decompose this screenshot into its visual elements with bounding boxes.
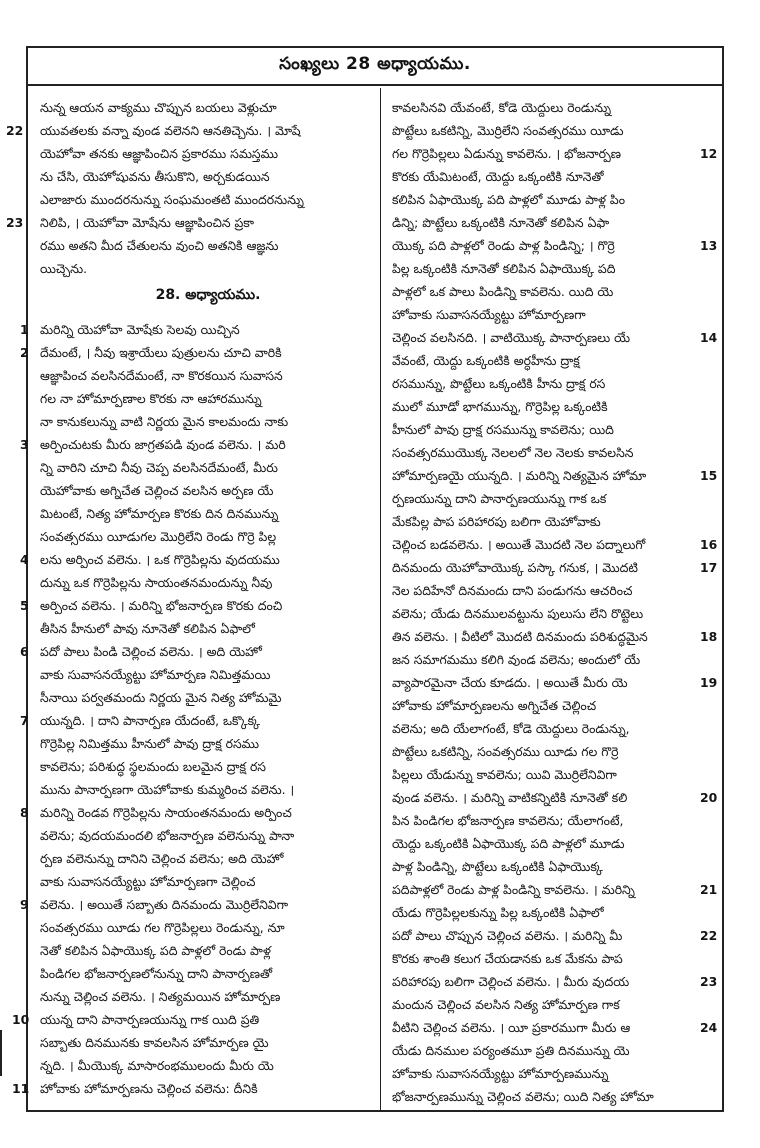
text-line: సబ్బాతు దినమునకు కావలసిన హోమార్పణ యై: [40, 1035, 269, 1050]
text-line: కావలసినవి యేవంటే, కోడె యెద్దులు రెండున్ను: [392, 100, 612, 115]
text-line: న్ని వారిని చూచి నీవు చెప్ప వలసినదేమంటే, మీరు: [40, 460, 278, 475]
text-line: గల గొర్రెపిల్లలు ఏడున్ను కావలెను. । భోజనార్పణ: [392, 146, 622, 161]
text-line: గల నా హోమార్పణాల కొరకు నా ఆహారమున్ను: [40, 391, 262, 406]
verse-number: 10: [12, 1012, 30, 1027]
text-line: పిల్ల ఒక్కంటికి నూనెతో కలిపిన ఏఫాయొక్క పది: [392, 261, 616, 276]
page-header: [26, 46, 724, 86]
text-line: నెల పదిహేనో దినమందు దాని పండుగను ఆచరించ: [392, 583, 633, 598]
text-line: మిటంటే, నిత్య హోమార్పణ కొరకు దిన దినమున్ను: [40, 506, 279, 521]
text-line: ఎలాజారు ముందరనున్ను సంఘమంతటి ముందరనున్ను: [40, 192, 304, 207]
verse-number: 22: [6, 123, 24, 138]
text-line: యెహోవా తనకు ఆజ్ఞాపించిన ప్రకారము సమస్తము: [40, 146, 279, 161]
text-line: తిన వలెను. । వీటిలో మొదటి దినమందు పరిశుద్ధమైన: [392, 629, 648, 644]
verse-number: 23: [700, 974, 718, 989]
verse-number: 24: [700, 1020, 718, 1035]
text-line: కొరకు యేమిటంటే, యెద్దు ఒక్కంటికి నూనెతో: [392, 169, 604, 184]
text-line: ను చేసి, యెహోషువను తీసుకొని, అర్చకుడయిన: [40, 169, 270, 184]
text-line: యేడు గొర్రెపిల్లలకున్ను పిల్ల ఒక్కంటికి ఏఫాలో: [392, 905, 604, 920]
text-line: దేమంటే, । నీవు ఇశ్రాయేలు పుత్రులను చూచి వారికి: [40, 345, 282, 360]
text-line: నిలిపి, । యెహోవా మోషేను ఆజ్ఞాపించిన ప్రకా: [40, 215, 255, 230]
text-line: యిచ్చెను.: [40, 261, 88, 276]
margin-mark: [0, 1030, 2, 1076]
text-line: పొట్టేలు ఒకటిన్ని, మొర్రిలేని సంవత్సరము యీడు: [392, 123, 624, 138]
text-line: నా కానుకలున్ను వాటి నిర్ణయ మైన కాలమందు నాకు: [40, 414, 289, 429]
text-line: కలిపిన ఏఫాయొక్క పది పాళ్లలో మూడు పాళ్ల పిం: [392, 192, 625, 207]
verse-number: 8: [20, 805, 29, 820]
verse-number: 16: [700, 537, 718, 552]
text-line: వలెను. । అయితే సబ్బాతు దినమందు మొర్రిలేనివిగా: [40, 897, 289, 912]
text-line: చెల్లించ వలసినది. । వాటియొక్క పానార్పణలు యే: [392, 330, 631, 345]
text-line: యువతలకు వన్నా వుండ వలెనని ఆనతిచ్చెను. । మోషే: [40, 123, 301, 138]
verse-number: 21: [700, 882, 718, 897]
text-line: రసమున్ను, పొట్టేలు ఒక్కంటికి హీను ద్రాక్ష రస: [392, 376, 606, 391]
text-line: పాళ్లలో ఒక పాలు పిండిన్ని కావలెను. యిది యె: [392, 284, 614, 299]
text-line: మరిన్ని రెండవ గొర్రెపిల్లను సాయంతనమందు అర్పించ: [40, 805, 292, 820]
text-line: సంవత్సరముయొక్క నెలలలో నెల నెలకు కావలసిన: [392, 445, 634, 460]
column-divider: [380, 88, 381, 1112]
verse-number: 15: [700, 468, 718, 483]
text-line: తీసిన హీనులో పావు నూనెతో కలిపిన ఏఫాలో: [40, 621, 255, 636]
text-line: యున్న దాని పానార్పణయున్ను గాక యిది ప్రతి: [40, 1012, 260, 1027]
text-line: గొర్రెపిల్ల నిమిత్తము హీనులో పావు ద్రాక్ష రసము: [40, 736, 260, 751]
text-line: పాళ్ల పిండిన్ని, పొట్టేలు ఒక్కంటికి ఏఫాయొక్క: [392, 859, 603, 874]
text-line: వలెను; యేడు దినములవట్టును పులుసు లేని రొట్టెలు: [392, 606, 644, 621]
text-line: అర్పించ వలెను. । మరిన్ని భోజనార్పణ కొరకు దంచి: [40, 598, 283, 613]
verse-number: 6: [20, 644, 29, 659]
text-line: మేకపిల్ల పాప పరిహారపు బలిగా యెహోవాకు: [392, 514, 601, 529]
verse-number: 5: [20, 598, 29, 613]
text-line: సీనాయి పర్వతమందు నిర్ణయ మైన నిత్య హోమమై: [40, 690, 282, 705]
text-line: లను అర్పించ వలెను. । ఒక గొర్రెపిల్లను వుదయము: [40, 552, 280, 567]
text-line: ర్పణ వలెనున్ను దానిని చెల్లించ వలెను; అది యెహో: [40, 851, 284, 866]
text-line: మరిన్ని యెహోవా మోషేకు సెలవు యిచ్చిన: [40, 322, 240, 337]
text-line: చెల్లించ బడవలెను. । అయితే మొదటి నెల పద్నాలుగో: [392, 537, 646, 552]
verse-number: 17: [700, 560, 718, 575]
verse-number: 19: [700, 675, 718, 690]
verse-number: 13: [700, 238, 718, 253]
text-line: హీనులో పావు ద్రాక్ష రసమున్ను కావలెను; యిది: [392, 422, 614, 437]
text-line: డిన్ని; పొట్టేలు ఒక్కంటికి నూనెతో కలిపిన ఏఫా: [392, 215, 610, 230]
verse-number: 1: [20, 322, 29, 337]
page-title: సంఖ్యలు 28 అధ్యాయము.: [279, 54, 471, 74]
text-line: యెద్దు ఒక్కంటికి ఏఫాయొక్క పది పాళ్లలో మూడు: [392, 836, 625, 851]
text-line: హోమార్పణయై యున్నది. । మరిన్ని నిత్యమైన హోమా: [392, 468, 647, 483]
text-line: రము అతని మీద చేతులను వుంచి అతనికి ఆజ్ఞను: [40, 238, 279, 253]
text-line: పరిహారపు బలిగా చెల్లించ వలెను. । మీరు వుదయ: [392, 974, 630, 989]
text-line: న్నది. । మీయొక్క మాసారంభములందు మీరు యె: [40, 1058, 274, 1073]
text-line: వలెను; వుదయమందలి భోజనార్పణ వలెనున్ను పానా: [40, 828, 295, 843]
text-line: యేడు దినముల పర్యంతమూ ప్రతి దినమున్ను యె: [392, 1043, 630, 1058]
text-line: సంవత్సరము యీడు గల గొర్రెపిల్లలు రెండున్ను, నూ: [40, 920, 285, 935]
text-line: మును పానార్పణగా యెహోవాకు కుమ్మరించ వలెను. ।: [40, 782, 295, 797]
text-line: వాకు సువాసనయ్యేట్టు హోమార్పణ నిమిత్తమయి: [40, 667, 271, 682]
text-line: హోవాకు సువాసనయ్యేట్టు హోమార్పణగా: [392, 307, 586, 322]
verse-number: 11: [12, 1081, 30, 1096]
text-line: మందున చెల్లించ వలసిన నిత్య హోమార్పణ గాక: [392, 997, 620, 1012]
verse-number: 4: [20, 552, 29, 567]
text-line: పిల్లలు యేడున్ను కావలెను; యివి మొర్రిలేనివిగా: [392, 767, 617, 782]
text-line: యెహోవాకు అగ్నిచేత చెల్లించ వలసిన అర్పణ యే: [40, 483, 274, 498]
text-line: సంవత్సరము యీడుగల మొర్రిలేని రెండు గొర్రె పిల్ల: [40, 529, 277, 544]
text-line: వలెను; అది యేలాగంటే, కోడె యెద్దులు రెండున్ను,: [392, 721, 630, 736]
text-line: నున్న ఆయన వాక్యము చొప్పున బయలు వెళ్లుచూ: [40, 100, 277, 115]
verse-number: 9: [20, 897, 29, 912]
verse-number: 20: [700, 790, 718, 805]
text-line: హోవాకు హోమార్పణను చెల్లించ వలెను: దీనికి: [40, 1081, 258, 1096]
text-line: దున్ను ఒక గొర్రెపిల్లను సాయంతనమందున్ను నీవు: [40, 575, 273, 590]
text-line: నెతో కలిపిన ఏఫాయొక్క పది పాళ్లలో రెండు పాళ్ల: [40, 943, 271, 958]
text-line: కొరకు శాంతి కలుగ చేయడానకు ఒక మేకను పాప: [392, 951, 623, 966]
text-line: పదో పాలు చొప్పున చెల్లించ వలెను. । మరిన్ని మీ: [392, 928, 623, 943]
text-line: పిండిగల భోజనార్పణలోనున్ను దాని పానార్పణతో: [40, 966, 273, 981]
verse-number: 7: [20, 713, 29, 728]
text-line: ర్పణయున్ను దాని పానార్పణయున్ను గాక ఒక: [392, 491, 607, 506]
text-line: వేవంటే, యెద్దు ఒక్కంటికి అర్ధహీను ద్రాక్ష: [392, 353, 580, 368]
verse-number: 18: [700, 629, 718, 644]
verse-number: 22: [700, 928, 718, 943]
text-line: వ్యాపారమైనా చేయ కూడదు. । అయితే మీరు యె: [392, 675, 628, 690]
text-line: ములో మూడో భాగమున్ను, గొర్రెపిల్ల ఒక్కంటికి: [392, 399, 608, 414]
text-line: ఆజ్ఞాపించ వలసినదేమంటే, నా కొరకయిన సువాసన: [40, 368, 283, 383]
text-line: యొక్క పది పాళ్లలో రెండు పాళ్ల పిండిన్ని; । గొర్రె: [392, 238, 615, 253]
verse-number: 12: [700, 146, 718, 161]
text-line: పదో పాలు పిండి చెల్లించ వలెను. । అది యెహో: [40, 644, 262, 659]
text-line: నున్ను చెల్లించ వలెను. । నిత్యమయిన హోమార్పణ: [40, 989, 281, 1004]
text-line: వాకు సువాసనయ్యేట్టు హోమార్పణగా చెల్లించ: [40, 874, 256, 889]
text-line: పదిపాళ్లలో రెండు పాళ్ల పిండిన్ని కావలెను. । మరిన్ని: [392, 882, 635, 897]
text-line: హోవాకు సువాసనయ్యేట్టు హోమార్పణమున్ను: [392, 1066, 609, 1081]
text-line: కావలెను; పరిశుద్ధ స్థలమందు బలమైన ద్రాక్ష రస: [40, 759, 267, 774]
text-line: భోజనార్పణమున్ను చెల్లించ వలెను; యిది నిత్య హోమా: [392, 1089, 654, 1104]
text-line: అర్పించుటకు మీరు జాగ్రతపడి వుండ వలెను. । మరి: [40, 437, 286, 452]
text-line: పొట్టేలు ఒకటిన్ని, సంవత్సరము యీడు గల గొర్రె: [392, 744, 619, 759]
verse-number: 23: [6, 215, 24, 230]
text-line: హోవాకు హోమార్పణలను అగ్నిచేత చెల్లించ: [392, 698, 597, 713]
verse-number: 2: [20, 345, 29, 360]
text-line: వుండ వలెను. । మరిన్ని వాటికన్నిటికి నూనెతో కలి: [392, 790, 628, 805]
verse-number: 3: [20, 437, 29, 452]
chapter-heading: 28. అధ్యాయము.: [155, 287, 261, 303]
text-line: యున్నది. । దాని పానార్పణ యేదంటే, ఒక్కొక్క: [40, 713, 261, 728]
text-line: వీటిని చెల్లించ వలెను. । యీ ప్రకారముగా మీరు ఆ: [392, 1020, 631, 1035]
text-line: దినమందు యెహోవాయొక్క పస్కా గనుక, । మొదటి: [392, 560, 638, 575]
text-line: పిన పిండిగల భోజనార్పణ కావలెను; యేలాగంటే,: [392, 813, 624, 828]
text-line: జన సమాగమము కలిగి వుండ వలెను; అందులో యే: [392, 652, 641, 667]
verse-number: 14: [700, 330, 718, 345]
